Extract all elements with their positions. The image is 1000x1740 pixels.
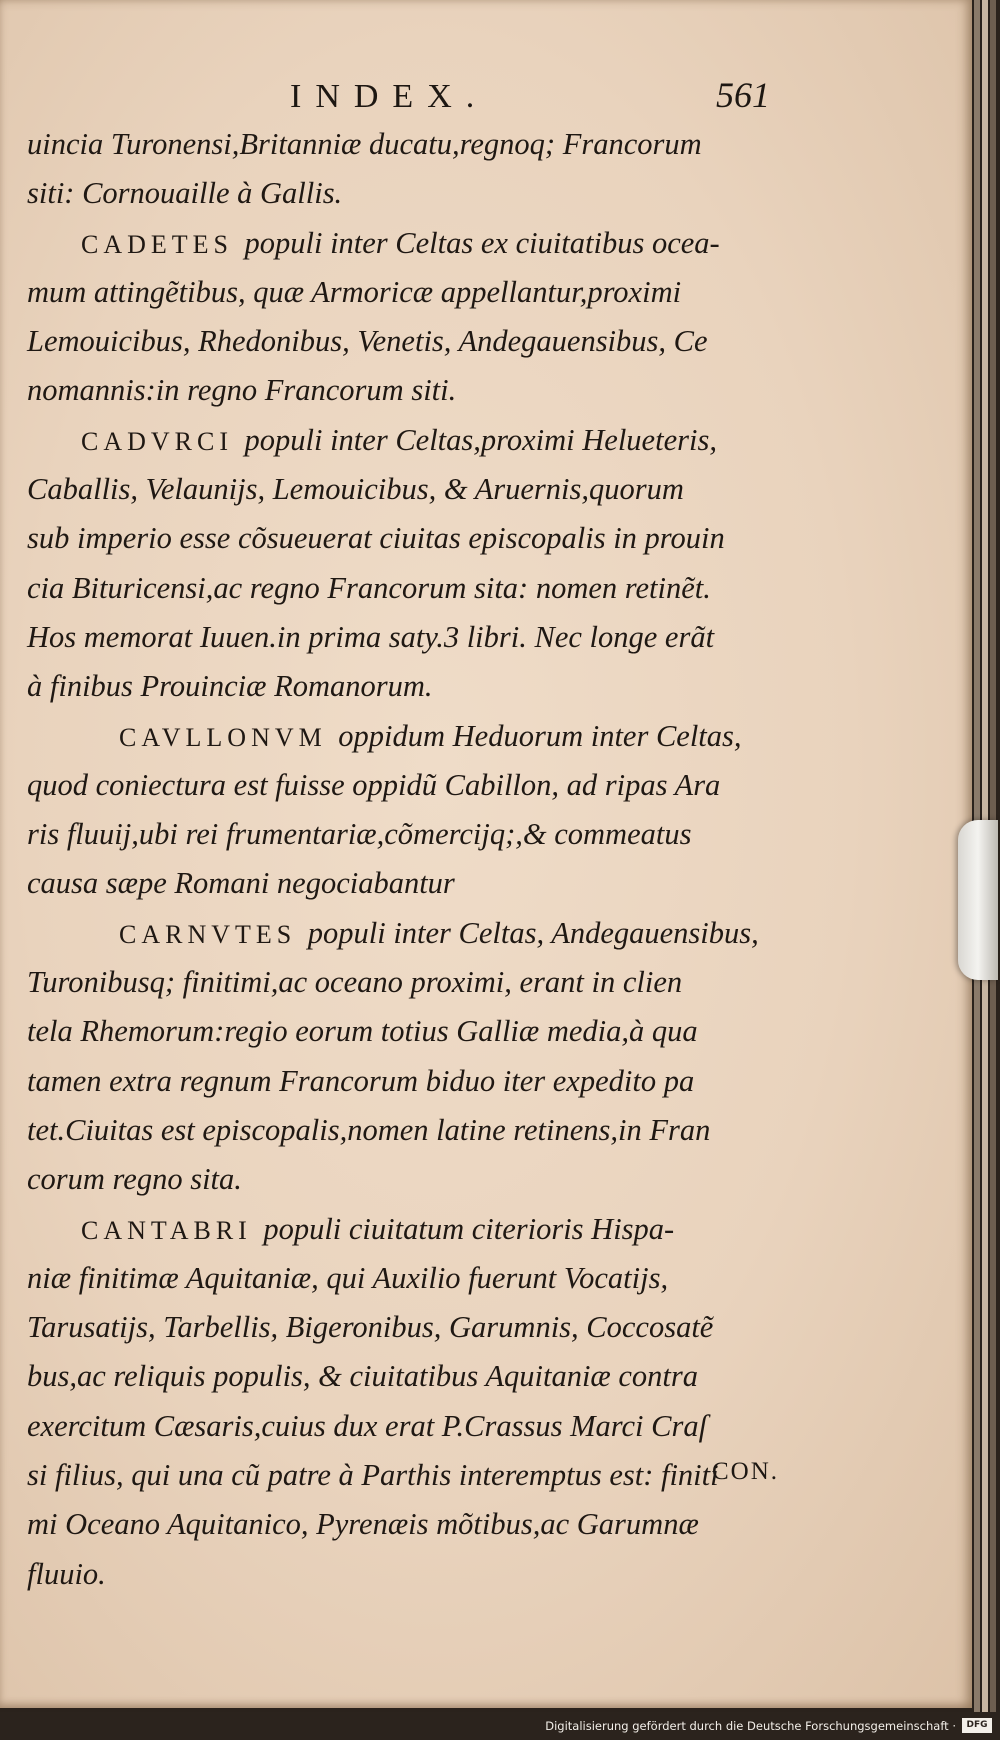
- line-text: fluuio.: [27, 1556, 106, 1591]
- text-line: [27, 1303, 787, 1352]
- text-line: [27, 810, 787, 859]
- dfg-logo-icon: DFG: [962, 1718, 992, 1733]
- line-text: tamen extra regnum Francorum biduo iter expedito pa: [27, 1063, 695, 1098]
- entry-headword: CADETES: [81, 229, 245, 259]
- line-text: populi inter Celtas, Andegauensibus,: [307, 915, 759, 950]
- line-text: à finibus Prouinciæ Romanorum.: [27, 669, 433, 704]
- line-text: ris fluuij,ubi rei frumentariæ,cõmercijq;,& commeatus: [27, 817, 692, 852]
- text-line: [27, 613, 787, 662]
- line-text: Turonibusq; finitimi,ac oceano proximi, erant in clien: [27, 965, 683, 1000]
- line-text: uincia Turonensi,Britanniæ ducatu,regnoq; Francorum: [27, 127, 702, 161]
- text-line: [27, 1057, 787, 1106]
- text-line: [27, 712, 787, 761]
- text-line: [27, 317, 787, 366]
- text-line: [27, 1451, 787, 1500]
- catchword: CON.: [712, 1458, 780, 1485]
- text-line: [27, 958, 787, 1007]
- line-text: populi inter Celtas ex ciuitatibus ocea-: [244, 225, 720, 260]
- line-text: nomannis:in regno Francorum siti.: [27, 373, 457, 408]
- text-line: [27, 268, 787, 317]
- line-text: cia Bituricensi,ac regno Francorum sita: nomen retinẽt.: [27, 570, 711, 605]
- line-text: mum attingẽtibus, quæ Armoricæ appellantur,proximi: [27, 274, 682, 309]
- text-line: [27, 1254, 787, 1303]
- line-text: quod coniectura est fuisse oppidũ Cabillon, ad ripas Ara: [27, 767, 721, 802]
- book-clip: [958, 820, 998, 980]
- text-line: [27, 1500, 787, 1549]
- line-text: siti: Cornouaille à Gallis.: [27, 176, 343, 211]
- entry-headword: CARNVTES: [119, 919, 308, 949]
- line-text: causa sæpe Romani negociabantur: [27, 866, 455, 901]
- text-line: [27, 1205, 787, 1254]
- page-number: 561: [716, 75, 770, 115]
- text-line: [27, 1155, 787, 1204]
- line-text: mi Oceano Aquitanico, Pyrenæis mõtibus,ac Garumnæ: [27, 1507, 699, 1542]
- line-text: tela Rhemorum:regio eorum totius Galliæ media,à qua: [27, 1014, 698, 1049]
- text-line: [27, 366, 787, 415]
- text-line: [27, 662, 787, 711]
- body-text: [27, 120, 787, 1599]
- text-line: [27, 169, 787, 218]
- line-text: Tarusatijs, Tarbellis, Bigeronibus, Garumnis, Coccosatẽ: [27, 1310, 714, 1345]
- entry-headword: CANTABRI: [81, 1215, 264, 1245]
- line-text: exercitum Cæsaris,cuius dux erat P.Crassus Marci Craſ: [27, 1408, 708, 1443]
- text-line: [27, 909, 787, 958]
- text-line: [27, 761, 787, 810]
- text-line: [27, 564, 787, 613]
- line-text: tet.Ciuitas est episcopalis,nomen latine retinens,in Fran: [27, 1112, 711, 1147]
- text-line: [27, 859, 787, 908]
- entry-headword: CAVLLONVM: [119, 722, 339, 752]
- line-text: sub imperio esse cõsueuerat ciuitas episcopalis in prouin: [27, 521, 725, 556]
- line-text: Hos memorat Iuuen.in prima saty.3 libri. Nec longe erãt: [27, 619, 715, 654]
- text-line: [27, 416, 787, 465]
- text-line: [27, 1106, 787, 1155]
- line-text: populi ciuitatum citerioris Hispa-: [263, 1211, 675, 1246]
- line-text: niæ finitimæ Aquitaniæ, qui Auxilio fuerunt Vocatijs,: [27, 1260, 669, 1295]
- text-line: [27, 1007, 787, 1056]
- text-line: [27, 465, 787, 514]
- line-text: Lemouicibus, Rhedonibus, Venetis, Andegauensibus, Ce: [27, 324, 708, 359]
- text-line: [27, 1352, 787, 1401]
- text-line: [27, 219, 787, 268]
- line-text: corum regno sita.: [27, 1162, 242, 1197]
- text-line: [27, 1550, 787, 1599]
- text-line: [27, 514, 787, 563]
- line-text: si filius, qui una cũ patre à Parthis interemptus est: finiti: [27, 1458, 719, 1493]
- line-text: bus,ac reliquis populis, & ciuitatibus Aquitaniæ contra: [27, 1359, 699, 1394]
- text-line: [27, 1402, 787, 1451]
- line-text: Caballis, Velaunijs, Lemouicibus, & Aruernis,quorum: [27, 472, 684, 507]
- line-text: populi inter Celtas,proximi Helueteris,: [244, 422, 717, 457]
- text-line: [27, 120, 787, 169]
- funding-credit: Digitalisierung gefördert durch die Deutsche Forschungsgemeinschaft ·: [545, 1719, 956, 1733]
- entry-headword: CADVRCI: [81, 426, 245, 456]
- running-title: INDEX.: [290, 78, 489, 115]
- line-text: oppidum Heduorum inter Celtas,: [338, 718, 742, 753]
